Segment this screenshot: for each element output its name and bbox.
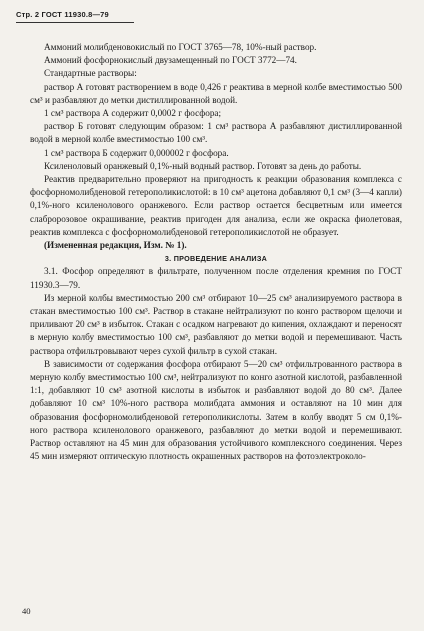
paragraph-reagent-2: Аммоний фосфорнокислый двузамещенный по ГОСТ 3772—74. xyxy=(44,55,297,66)
paragraph-solution-a: раствор А готовят растворением в воде 0,426 г реактива в мерной колбе вместимостью 500 см³ и разбавляют до метки дистиллированной водой. xyxy=(30,81,402,105)
paragraph-sample-prep: Из мерной колбы вместимостью 200 см³ отбирают 10—25 см³ анализируемого раствора в стакан вместимостью 100 см³. Раствор в стакане нейтрализуют по конго раствором щелочи и приливают 20 см³ в избыток. Стакан с осадком нагревают до кипения, охлаждают и переносят в мерную колбу вместимостью 100 см³, разбавляют до метки водой и перемешивают. Часть раствора отфильтровывают через сухой фильтр в сухой стакан. xyxy=(30,292,402,356)
header-text: Стр. 2 ГОСТ 11930.8—79 xyxy=(16,10,109,19)
paragraph-standard-solutions: Стандартные растворы: xyxy=(44,68,137,79)
paragraph-solution-b: раствор Б готовят следующим образом: 1 см³ раствора А разбавляют дистиллированной водой в мерной колбе вместимостью 100 см³. xyxy=(30,121,402,145)
paragraph-reagent-check: Реактив предварительно проверяют на пригодность к реакции образования комплекса с фосфорномолибденовой гетерополикислотой: в 10 см³ ацетона добавляют 0,1 см³ (3—4 капли) 0,1%-ного ксиленолового оранжевого. Если раствор остается бесцветным или имеется слабророзовое окрашивание, реактив пригоден для анализа, если же окраска фиолетовая, реактив комплекса с фосфорномолибденовой гетерополикислотой не образует. xyxy=(30,174,402,237)
header-rule xyxy=(16,22,134,23)
body-text xyxy=(30,41,402,464)
edit-note: (Измененная редакция, Изм. № 1). xyxy=(44,240,187,251)
paragraph-solution-b-content: 1 см³ раствора Б содержит 0,000002 г фосфора. xyxy=(44,147,229,158)
paragraph-xylenol-orange: Ксиленоловый оранжевый 0,1%-ный водный раствор. Готовят за день до работы. xyxy=(44,160,362,171)
paragraph-reagent-1: Аммоний молибденовокислый по ГОСТ 3765—78, 10%-ный раствор. xyxy=(44,42,317,52)
paragraph-procedure: В зависимости от содержания фосфора отбирают 5—20 см³ отфильтрованного раствора в мерную колбу вместимостью 100 см³, нейтрализуют по конго азотной кислотой, разбавленной 1:1, добавляют 10 см³ азотной кислоты в избыток и разбавляют водой до 80 см³. Далее добавляют 10 см³ 10%-ного раствора молибдата аммония и оставляют на 10 мин для образования фосфорномолибденовой гетерополикислоты. Затем в колбу вводят 5 см 0,1%-ного раствора ксиленолового оранжевого, разбавляют до метки водой и перемешивают. Раствор оставляют на 45 мин для образования устойчивого комплексного соединения. Через 45 мин измеряют оптическую плотность окрашенных растворов на фотоэлектроколо- xyxy=(30,358,402,462)
section-title: 3. ПРОВЕДЕНИЕ АНАЛИЗА xyxy=(164,254,268,264)
running-header xyxy=(16,10,109,19)
page-number: 40 xyxy=(22,606,31,616)
paragraph-solution-a-content: 1 см³ раствора А содержит 0,0002 г фосфора; xyxy=(44,108,222,119)
paragraph-3-1: 3.1. Фосфор определяют в фильтрате, полученном после отделения кремния по ГОСТ 11930.3—79. xyxy=(30,266,402,290)
